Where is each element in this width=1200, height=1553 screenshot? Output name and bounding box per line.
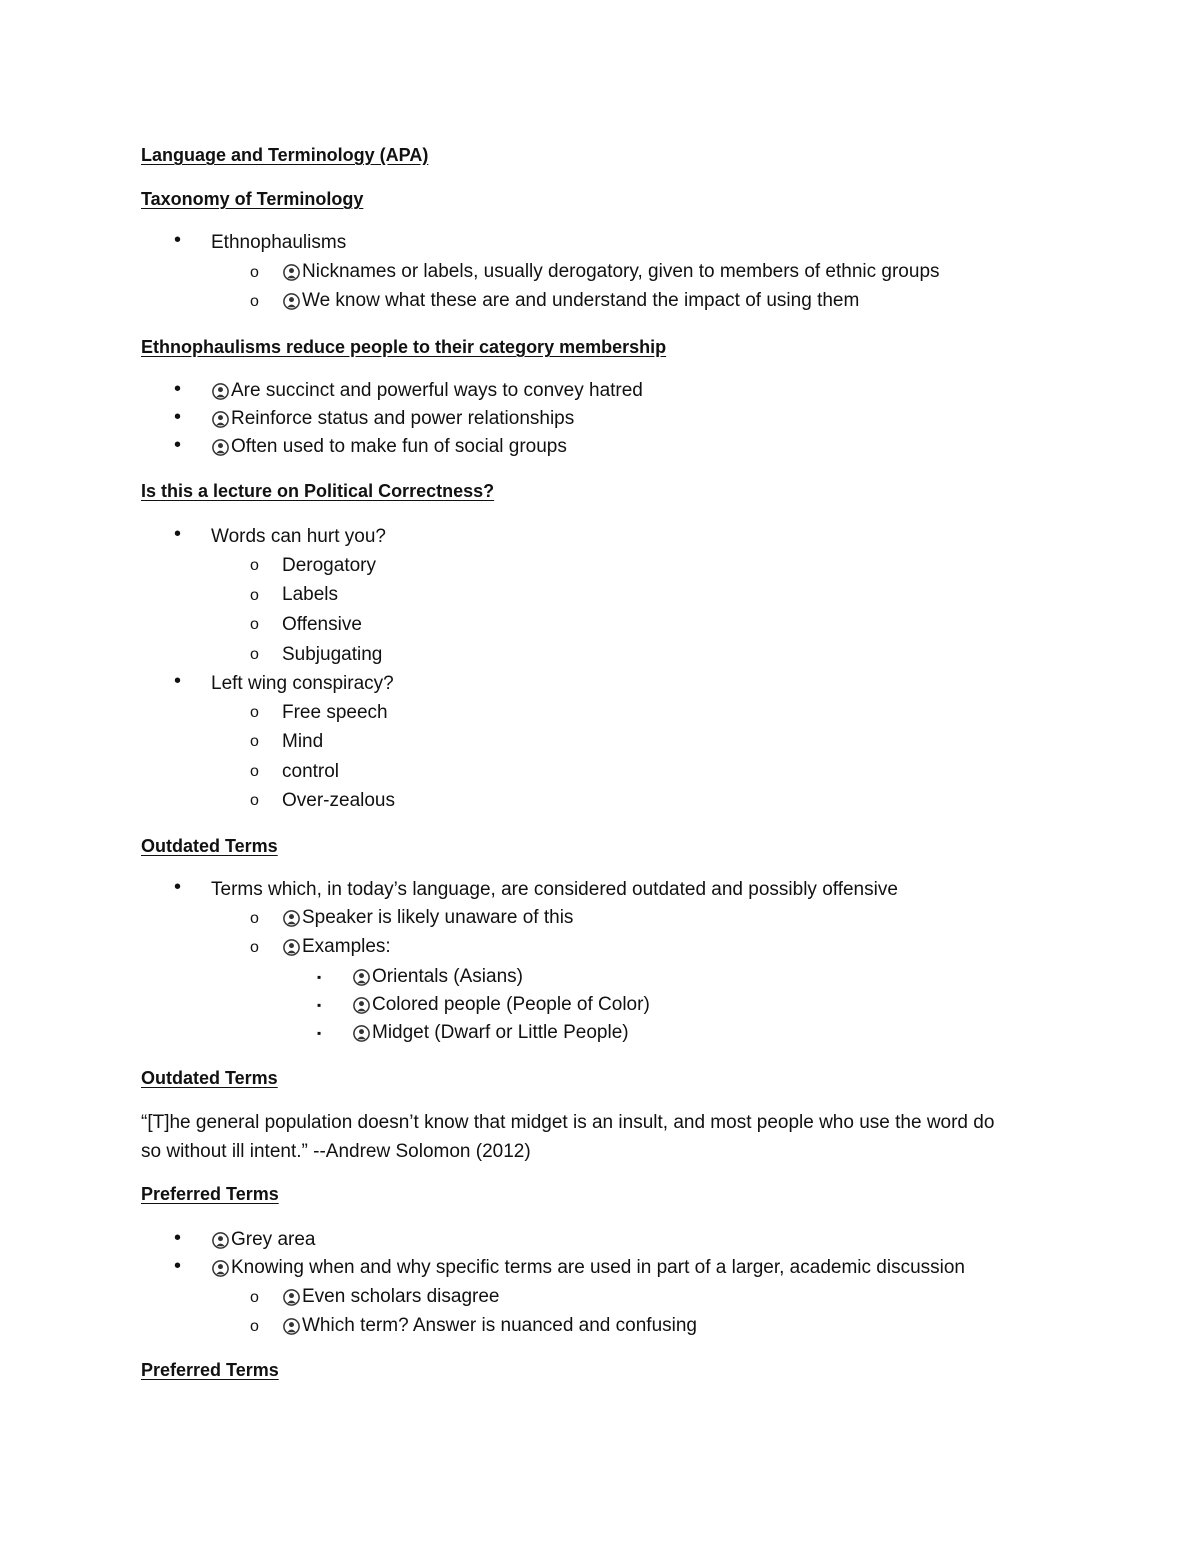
example-item-text: Orientals (Asians) — [372, 966, 523, 987]
list-item-text: Are succinct and powerful ways to convey hatred — [231, 380, 643, 401]
section-heading-political-correctness: Is this a lecture on Political Correctness? — [141, 481, 495, 501]
bullet-marker: • — [174, 670, 182, 692]
speaker-notes-icon — [282, 938, 301, 957]
sub-list-item: Derogatory — [282, 555, 376, 576]
list-item: Terms which, in today’s language, are considered outdated and possibly offensive — [211, 879, 898, 900]
sub-list-item: Mind — [282, 731, 324, 752]
quote-paragraph — [141, 1108, 994, 1166]
list-item: Ethnophaulisms — [211, 232, 347, 253]
sub-bullet-marker: o — [250, 792, 259, 809]
sub-list-item-text: Speaker is likely unaware of this — [302, 907, 574, 928]
sub-list-item-text: Even scholars disagree — [302, 1286, 500, 1307]
list-item-text: Knowing when and why specific terms are used in part of a larger, academic discussion — [231, 1257, 965, 1278]
bullet-marker: • — [174, 378, 182, 400]
section-heading-outdated-terms: Outdated Terms — [141, 836, 278, 856]
sub-bullet-marker: o — [250, 616, 259, 633]
speaker-notes-icon — [282, 292, 301, 311]
sub-bullet-marker: o — [250, 939, 259, 956]
section-heading-reduce: Ethnophaulisms reduce people to their category membership — [141, 337, 667, 357]
sub-sub-bullet-marker: ▪ — [317, 970, 322, 984]
sub-bullet-marker: o — [250, 646, 259, 663]
list-item-text: Often used to make fun of social groups — [231, 436, 567, 457]
sub-list-item-text: We know what these are and understand the impact of using them — [302, 290, 860, 311]
sub-list-item: Labels — [282, 584, 338, 605]
speaker-notes-icon — [282, 1317, 301, 1336]
example-item — [352, 1022, 629, 1044]
page-title: Language and Terminology (APA) — [141, 145, 429, 165]
list-item-text: Reinforce status and power relationships — [231, 408, 575, 429]
speaker-notes-icon — [352, 996, 371, 1015]
bullet-marker: • — [174, 434, 182, 456]
section-heading-preferred-terms: Preferred Terms — [141, 1184, 279, 1204]
quote-line: “[T]he general population doesn’t know that midget is an insult, and most people who use the word do — [141, 1112, 995, 1133]
bullet-marker: • — [174, 523, 182, 545]
speaker-notes-icon — [211, 1231, 230, 1250]
speaker-notes-icon — [211, 1259, 230, 1278]
speaker-notes-icon — [282, 1288, 301, 1307]
sub-list-item: control — [282, 761, 340, 782]
sub-list-item: Free speech — [282, 702, 388, 723]
bullet-marker: • — [174, 1227, 182, 1249]
example-item-text: Colored people (People of Color) — [372, 994, 650, 1015]
sub-bullet-marker: o — [250, 293, 259, 310]
example-item-text: Midget (Dwarf or Little People) — [372, 1022, 629, 1043]
list-item — [211, 436, 567, 458]
sub-sub-bullet-marker: ▪ — [317, 998, 322, 1012]
list-item: Left wing conspiracy? — [211, 673, 394, 694]
example-item — [352, 966, 523, 988]
bullet-marker: • — [174, 876, 182, 898]
sub-list-item: Offensive — [282, 614, 362, 635]
list-item — [211, 380, 643, 402]
sub-bullet-marker: o — [250, 910, 259, 927]
list-item — [211, 1229, 315, 1251]
speaker-notes-icon — [282, 909, 301, 928]
sub-bullet-marker: o — [250, 264, 259, 281]
sub-list-item-text: Examples: — [302, 936, 391, 957]
quote-line: so without ill intent.” --Andrew Solomon (2012) — [141, 1141, 531, 1162]
speaker-notes-icon — [211, 438, 230, 457]
sub-bullet-marker: o — [250, 733, 259, 750]
bullet-marker: • — [174, 229, 182, 251]
sub-list-item — [282, 290, 859, 312]
bullet-marker: • — [174, 1255, 182, 1277]
speaker-notes-icon — [211, 410, 230, 429]
speaker-notes-icon — [211, 382, 230, 401]
section-heading-preferred-terms: Preferred Terms — [141, 1360, 279, 1380]
speaker-notes-icon — [282, 263, 301, 282]
sub-bullet-marker: o — [250, 587, 259, 604]
sub-sub-bullet-marker: ▪ — [317, 1026, 322, 1040]
sub-bullet-marker: o — [250, 763, 259, 780]
section-heading-taxonomy: Taxonomy of Terminology — [141, 189, 364, 209]
sub-list-item — [282, 261, 940, 283]
list-item — [211, 1257, 965, 1279]
list-item-text: Grey area — [231, 1229, 316, 1250]
sub-list-item: Subjugating — [282, 644, 383, 665]
sub-list-item — [282, 936, 391, 958]
sub-bullet-marker: o — [250, 557, 259, 574]
speaker-notes-icon — [352, 1024, 371, 1043]
bullet-marker: • — [174, 406, 182, 428]
sub-list-item — [282, 1286, 500, 1308]
section-heading-outdated-terms: Outdated Terms — [141, 1068, 278, 1088]
speaker-notes-icon — [352, 968, 371, 987]
sub-list-item: Over-zealous — [282, 790, 395, 811]
example-item — [352, 994, 650, 1016]
list-item: Words can hurt you? — [211, 526, 386, 547]
list-item — [211, 408, 574, 430]
sub-list-item-text: Which term? Answer is nuanced and confusing — [302, 1315, 697, 1336]
sub-list-item — [282, 907, 573, 929]
sub-bullet-marker: o — [250, 704, 259, 721]
sub-list-item — [282, 1315, 697, 1337]
sub-bullet-marker: o — [250, 1318, 259, 1335]
sub-list-item-text: Nicknames or labels, usually derogatory, given to members of ethnic groups — [302, 261, 940, 282]
sub-bullet-marker: o — [250, 1289, 259, 1306]
